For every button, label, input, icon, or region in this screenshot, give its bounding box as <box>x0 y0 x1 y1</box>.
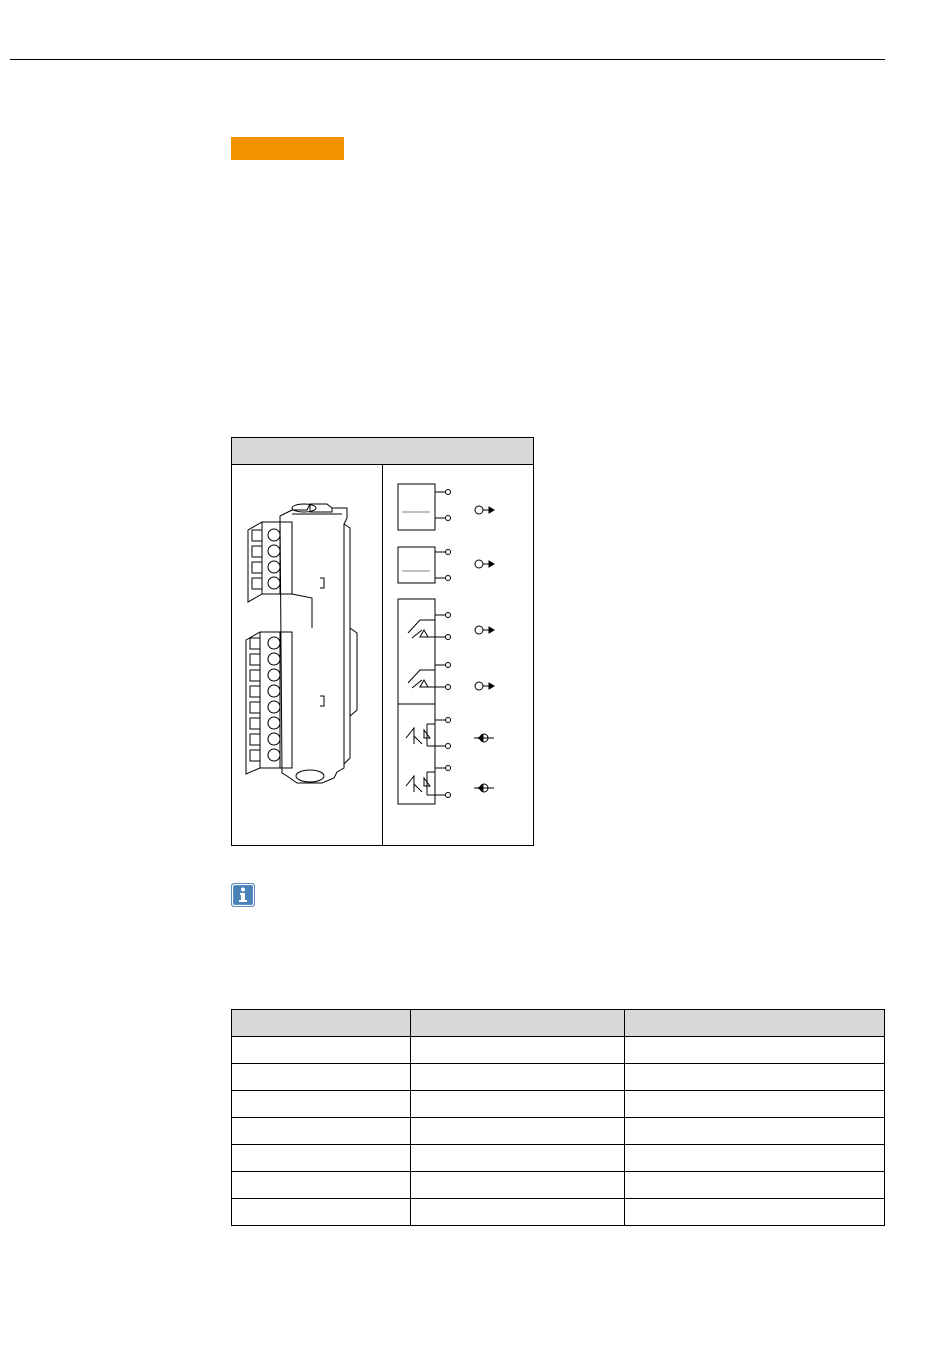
table-cell <box>410 1064 625 1091</box>
table-cell <box>410 1037 625 1064</box>
table-header-cell <box>232 1010 411 1037</box>
table-cell <box>232 1145 411 1172</box>
table-cell <box>410 1199 625 1226</box>
table-cell <box>625 1091 885 1118</box>
table-row <box>232 1118 885 1145</box>
table-row <box>232 1172 885 1199</box>
module-housing <box>246 504 357 783</box>
output-block-2 <box>398 547 494 583</box>
table-cell <box>625 1037 885 1064</box>
table-row <box>232 1091 885 1118</box>
table-row <box>232 1145 885 1172</box>
table-cell <box>232 1172 411 1199</box>
table-cell <box>625 1172 885 1199</box>
bottom-connector <box>246 632 280 774</box>
table-cell <box>410 1091 625 1118</box>
output-block-1 <box>398 484 494 530</box>
top-connector <box>248 522 280 602</box>
table-cell <box>232 1037 411 1064</box>
table-row <box>232 1199 885 1226</box>
table-row <box>232 1064 885 1091</box>
terminal-module-figure <box>231 437 534 846</box>
table-cell <box>625 1199 885 1226</box>
terminal-assignment-table <box>231 1009 885 1226</box>
table-cell <box>410 1118 625 1145</box>
relay-output-block <box>398 599 494 704</box>
table-cell <box>232 1064 411 1091</box>
info-icon <box>231 883 255 907</box>
terminal-module-drawing <box>232 438 535 847</box>
table-cell <box>232 1199 411 1226</box>
table-cell <box>625 1064 885 1091</box>
warning-label <box>231 137 344 160</box>
table-header-cell <box>410 1010 625 1037</box>
table-cell <box>410 1145 625 1172</box>
table-row <box>232 1037 885 1064</box>
table-header-cell <box>625 1010 885 1037</box>
table-header-row <box>232 1010 885 1037</box>
table-cell <box>625 1118 885 1145</box>
table-cell <box>625 1145 885 1172</box>
header-rule <box>10 59 885 60</box>
table-cell <box>232 1091 411 1118</box>
input-block <box>398 704 494 804</box>
table-cell <box>232 1118 411 1145</box>
table-cell <box>410 1172 625 1199</box>
